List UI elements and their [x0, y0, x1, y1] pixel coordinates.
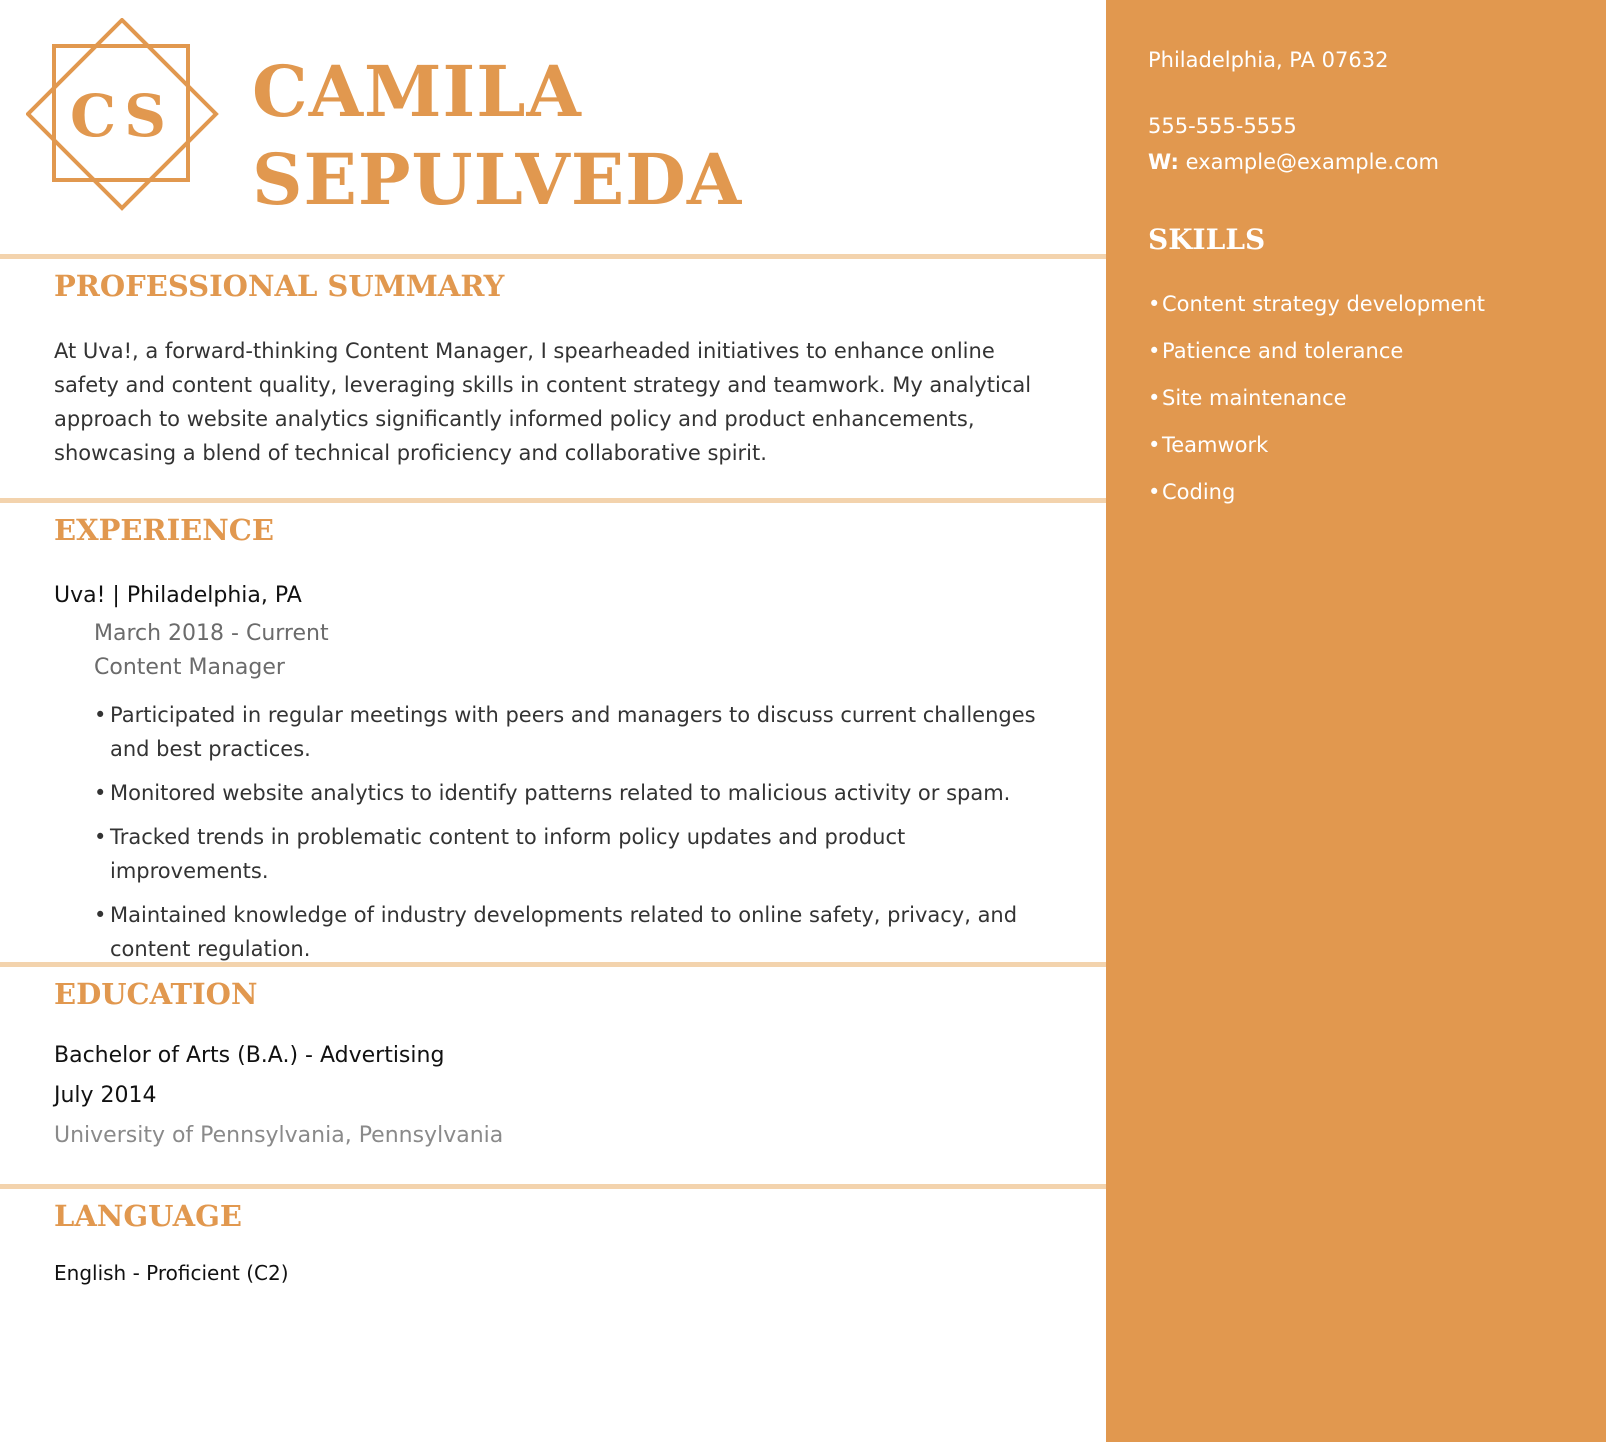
- language-entry: English - Proficient (C2): [54, 1261, 289, 1285]
- job-dates: March 2018 - Current: [94, 621, 329, 646]
- skills-heading: SKILLS: [1148, 223, 1266, 256]
- education-degree: Bachelor of Arts (B.A.) - Advertising: [54, 1043, 445, 1068]
- section-divider: [0, 254, 1106, 259]
- skill-item: • Site maintenance: [1148, 382, 1588, 414]
- education-heading: EDUCATION: [54, 977, 258, 1011]
- experience-heading: EXPERIENCE: [54, 513, 274, 547]
- skill-item: • Teamwork: [1148, 429, 1588, 461]
- education-date: July 2014: [54, 1083, 157, 1108]
- section-divider: [0, 962, 1106, 967]
- job-bullet: • Maintained knowledge of industry developments related to online safety, privacy, and content regulation.: [94, 898, 1054, 966]
- skills-list: [1148, 288, 1588, 523]
- monogram-logo: [26, 18, 222, 214]
- monogram-initials: CS: [69, 82, 175, 150]
- contact-phone: 555-555-5555: [1148, 114, 1297, 138]
- summary-heading: PROFESSIONAL SUMMARY: [54, 269, 505, 303]
- skill-item: • Patience and tolerance: [1148, 335, 1588, 367]
- language-heading: LANGUAGE: [54, 1199, 242, 1233]
- job-bullet: • Monitored website analytics to identify patterns related to malicious activity or spam.: [94, 776, 1054, 810]
- first-name: CAMILA: [252, 50, 582, 133]
- section-divider: [0, 498, 1106, 503]
- email-label: W:: [1148, 150, 1179, 174]
- skill-item: • Content strategy development: [1148, 288, 1588, 320]
- candidate-name: [252, 48, 742, 224]
- sidebar: [1106, 0, 1606, 1442]
- job-bullet-list: [94, 698, 1054, 976]
- job-bullet: • Participated in regular meetings with peers and managers to discuss current challenges and best practices.: [94, 698, 1054, 766]
- education-school: University of Pennsylvania, Pennsylvania: [54, 1123, 504, 1148]
- job-employer-location: Uva! | Philadelphia, PA: [54, 583, 302, 608]
- contact-email: [1148, 146, 1439, 178]
- job-bullet: • Tracked trends in problematic content to inform policy updates and product improvements.: [94, 820, 1054, 888]
- contact-address: Philadelphia, PA 07632: [1148, 48, 1389, 72]
- job-title: Content Manager: [94, 655, 285, 680]
- last-name: SEPULVEDA: [252, 138, 743, 221]
- section-divider: [0, 1184, 1106, 1189]
- summary-text: At Uva!, a forward-thinking Content Manager, I spearheaded initiatives to enhance online safety and content quality, leveraging skills in content strategy and teamwork. My analytical approach to website analytics significantly informed policy and product enhancements, showcasing a blend of technical proficiency and collaborative spirit.: [54, 339, 1032, 465]
- email-address: example@example.com: [1185, 150, 1439, 174]
- skill-item: • Coding: [1148, 476, 1588, 508]
